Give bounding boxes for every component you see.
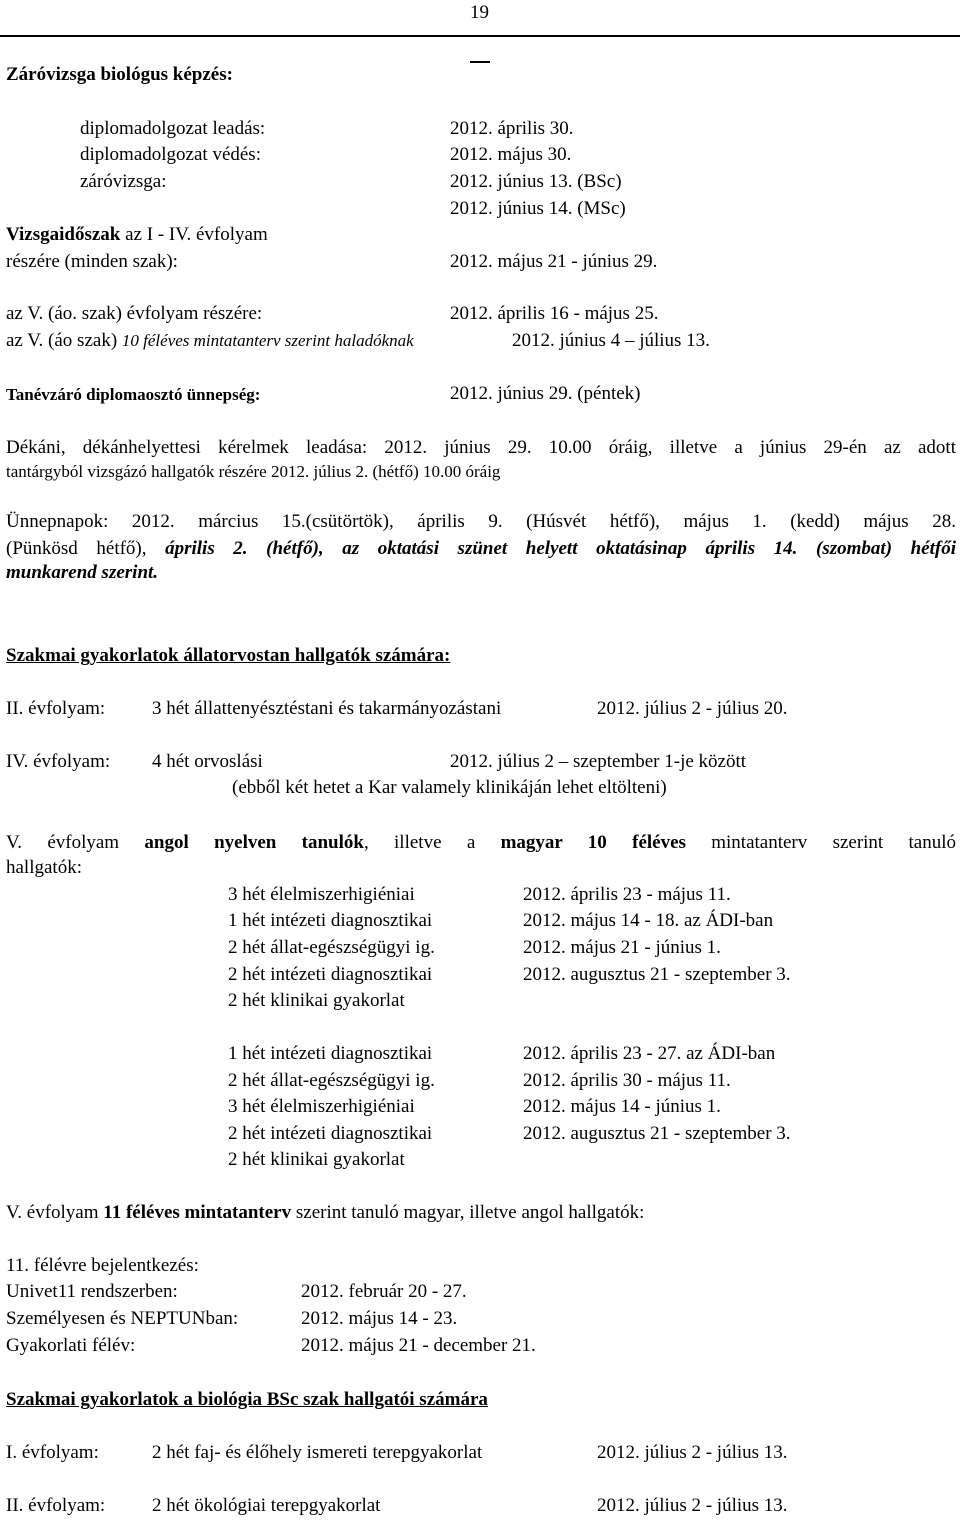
bejel-label: Személyesen és NEPTUNban: bbox=[6, 1308, 239, 1329]
bio-date: 2012. július 2 - július 13. bbox=[597, 1495, 788, 1516]
v-p2: , illetve a bbox=[363, 832, 501, 853]
g2-desc: 2 hét klinikai gyakorlat bbox=[228, 1149, 405, 1170]
g1-date: 2012. augusztus 21 - szeptember 3. bbox=[523, 964, 791, 985]
unnepnapok-line2-bi: április 2. (hétfő), az oktatási szünet helyett oktatásinap április 14. (szombat) hétfői bbox=[165, 538, 957, 559]
g2-date: 2012. augusztus 21 - szeptember 3. bbox=[523, 1123, 791, 1144]
v-p3: mintatanterv szerint tanuló bbox=[685, 832, 957, 853]
bejel-date: 2012. február 20 - 27. bbox=[301, 1281, 467, 1302]
vizsgaidoszak-date: 2012. május 21 - június 29. bbox=[450, 251, 658, 272]
g2-date: 2012. április 30 - május 11. bbox=[523, 1070, 731, 1091]
v-10-feleves-line bbox=[6, 330, 414, 352]
g1-desc: 2 hét intézeti diagnosztikai bbox=[228, 964, 433, 985]
row-date: 2012. május 30. bbox=[450, 144, 572, 165]
g2-desc: 2 hét állat-egészségügyi ig. bbox=[228, 1070, 435, 1091]
ii-desc: 3 hét állattenyésztéstani és takarmányozástani bbox=[152, 698, 502, 719]
vizsgaidoszak-line1 bbox=[6, 224, 268, 246]
dekani-line2: tantárgyból vizsgázó hallgatók részére 2012. július 2. (hétfő) 10.00 óráig bbox=[6, 462, 501, 481]
bio-label: I. évfolyam: bbox=[6, 1442, 99, 1463]
v-line2: hallgatók: bbox=[6, 857, 82, 878]
bejel-date: 2012. május 14 - 23. bbox=[301, 1308, 458, 1329]
g2-desc: 3 hét élelmiszerhigiéniai bbox=[228, 1096, 415, 1117]
g2-date: 2012. április 23 - 27. az ÁDI-ban bbox=[523, 1043, 776, 1064]
row-label: diplomadolgozat leadás: bbox=[80, 118, 266, 139]
row-label: diplomadolgozat védés: bbox=[80, 144, 261, 165]
page-number: 19 bbox=[470, 2, 489, 23]
g1-desc: 2 hét klinikai gyakorlat bbox=[228, 990, 405, 1011]
ii-label: II. évfolyam: bbox=[6, 698, 106, 719]
row-date: 2012. június 14. (MSc) bbox=[450, 198, 626, 219]
v-b2: magyar 10 féléves bbox=[500, 832, 686, 853]
iv-date: 2012. július 2 – szeptember 1-je között bbox=[450, 751, 747, 772]
g2-desc: 1 hét intézeti diagnosztikai bbox=[228, 1043, 433, 1064]
dekani-line1: Dékáni, dékánhelyettesi kérelmek leadása: 2012. június 29. 10.00 óráig, illetve a június 29-én az adott bbox=[6, 437, 956, 458]
unnepnapok-line2-plain: (Pünkösd hétfő), bbox=[6, 538, 166, 559]
g1-desc: 3 hét élelmiszerhigiéniai bbox=[228, 884, 415, 905]
section-heading-biologia: Szakmai gyakorlatok a biológia BSc szak hallgatói számára bbox=[6, 1389, 488, 1410]
row-label: záróvizsga: bbox=[80, 171, 167, 192]
v2-italic: 10 féléves mintatanterv szerint haladóknak bbox=[121, 331, 414, 350]
vizsgaidoszak-line2: részére (minden szak): bbox=[6, 251, 178, 272]
g1-date: 2012. május 14 - 18. az ÁDI-ban bbox=[523, 910, 774, 931]
v-evfolyam-label: az V. (áo. szak) évfolyam részére: bbox=[6, 303, 263, 324]
v-p1: V. évfolyam bbox=[6, 832, 145, 853]
g2-desc: 2 hét intézeti diagnosztikai bbox=[228, 1123, 433, 1144]
section-heading-allatorvos: Szakmai gyakorlatok állatorvostan hallgatók számára: bbox=[6, 645, 451, 666]
unnepnapok-line2 bbox=[6, 535, 956, 562]
tanevzaro-date: 2012. június 29. (péntek) bbox=[450, 383, 641, 404]
v2-prefix: az V. (áo szak) bbox=[6, 330, 118, 351]
bejel-date: 2012. május 21 - december 21. bbox=[301, 1335, 536, 1356]
bio-desc: 2 hét ökológiai terepgyakorlat bbox=[152, 1495, 381, 1516]
header-rule bbox=[0, 35, 960, 37]
row-date: 2012. június 13. (BSc) bbox=[450, 171, 622, 192]
vizsgaidoszak-bold: Vizsgaidőszak bbox=[6, 224, 121, 245]
v11-p1: V. évfolyam bbox=[6, 1202, 104, 1223]
iv-desc: 4 hét orvoslási bbox=[152, 751, 263, 772]
section-title-zarovizsga: Záróvizsga biológus képzés: bbox=[6, 64, 233, 85]
bio-date: 2012. július 2 - július 13. bbox=[597, 1442, 788, 1463]
v-b1: angol nyelven tanulók bbox=[144, 832, 364, 853]
v2-date: 2012. június 4 – július 13. bbox=[512, 330, 710, 351]
g1-desc: 1 hét intézeti diagnosztikai bbox=[228, 910, 433, 931]
row-date: 2012. április 30. bbox=[450, 118, 574, 139]
vizsgaidoszak-rest: az I - IV. évfolyam bbox=[120, 224, 268, 245]
unnepnapok-line3: munkarend szerint. bbox=[6, 562, 159, 583]
g1-date: 2012. április 23 - május 11. bbox=[523, 884, 731, 905]
g1-date: 2012. május 21 - június 1. bbox=[523, 937, 721, 958]
v-evfolyam-date: 2012. április 16 - május 25. bbox=[450, 303, 659, 324]
ii-date: 2012. július 2 - július 20. bbox=[597, 698, 788, 719]
header-dash bbox=[470, 61, 490, 63]
unnepnapok-line1: Ünnepnapok: 2012. március 15.(csütörtök), április 9. (Húsvét hétfő), május 1. (kedd) május 28. bbox=[6, 511, 956, 532]
v-evfolyam-paragraph bbox=[6, 829, 956, 856]
v11-p2: szerint tanuló magyar, illetve angol hallgatók: bbox=[291, 1202, 645, 1223]
v11-line bbox=[6, 1202, 644, 1224]
iv-label: IV. évfolyam: bbox=[6, 751, 111, 772]
bio-label: II. évfolyam: bbox=[6, 1495, 106, 1516]
g1-desc: 2 hét állat-egészségügyi ig. bbox=[228, 937, 435, 958]
g2-date: 2012. május 14 - június 1. bbox=[523, 1096, 721, 1117]
v11-b1: 11 féléves mintatanterv bbox=[103, 1202, 292, 1223]
bejel-label: Univet11 rendszerben: bbox=[6, 1281, 178, 1302]
tanevzaro-label: Tanévzáró diplomaosztó ünnepség: bbox=[6, 385, 261, 404]
bejelentkezes-title: 11. félévre bejelentkezés: bbox=[6, 1255, 199, 1276]
bejel-label: Gyakorlati félév: bbox=[6, 1335, 136, 1356]
iv-note: (ebből két hetet a Kar valamely klinikáján lehet eltölteni) bbox=[232, 777, 667, 798]
bio-desc: 2 hét faj- és élőhely ismereti terepgyakorlat bbox=[152, 1442, 483, 1463]
